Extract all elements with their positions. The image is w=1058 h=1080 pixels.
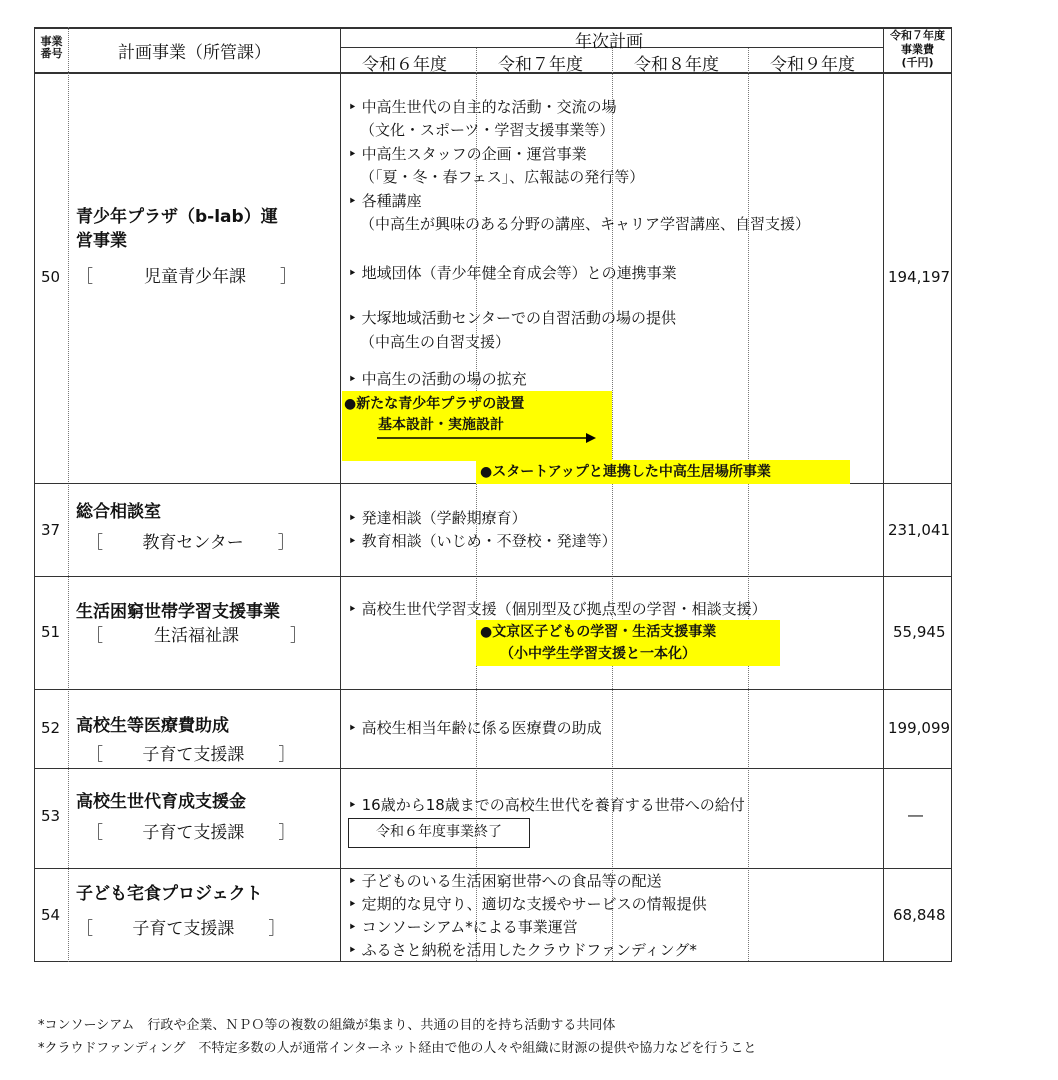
project-name: 高校生等医療費助成 [76,716,229,736]
project-name: 総合相談室 [76,502,161,522]
project-cost: 199,099 [888,719,951,737]
highlight-new-plaza-title: ●新たな青少年プラザの設置 [344,396,525,412]
row-no: 51 [41,623,61,641]
row-separator [34,576,952,577]
schedule-arrow [376,432,598,444]
table-left-border [34,27,35,962]
header-year-r7: 令和７年度 [498,55,583,75]
plan-item-detail: （文化・スポーツ・学習支援事業等） [360,121,615,139]
plan-item: ‣ コンソーシアム*による事業運営 [348,918,578,936]
plan-item: ‣ 高校生相当年齢に係る医療費の助成 [348,719,602,737]
header-year-r9: 令和９年度 [770,55,855,75]
project-dept: ［ 子育て支援課 ］ [76,919,286,939]
project-name: 生活困窮世帯学習支援事業 [76,602,280,622]
col-divider-plan [340,27,341,962]
project-name-cont: 営事業 [76,231,127,251]
header-cost-label-1: 令和７年度 [890,29,945,42]
project-name: 子ども宅食プロジェクト [76,884,263,904]
header-project-label: 計画事業（所管課） [118,43,271,63]
plan-item: ‣ 地域団体（青少年健全育成会等）との連携事業 [348,264,677,282]
project-dept: ［ 教育センター ］ [86,533,295,553]
project-cost: 194,197 [888,268,951,286]
row-separator [34,768,952,769]
plan-item: ‣ 子どものいる生活困窮世帯への食品等の配送 [348,872,662,890]
row-separator [34,689,952,690]
plan-item-detail: （「夏・冬・春フェス」、広報誌の発行等） [360,168,645,186]
col-divider-no [68,27,69,962]
plan-item: ‣ 中高生世代の自主的な活動・交流の場 [348,98,617,116]
row-no: 53 [41,807,61,825]
header-no-label-1: 事業 [40,35,63,48]
row-no: 37 [41,521,61,539]
header-year-r8: 令和８年度 [634,55,719,75]
project-dept: ［ 子育て支援課 ］ [86,823,296,843]
header-annual-plan-label: 年次計画 [575,32,643,52]
col-divider-cost [883,27,884,962]
plan-item: ‣ 中高生スタッフの企画・運営事業 [348,145,587,163]
header-year-r6: 令和６年度 [362,55,447,75]
highlight-new-plaza-detail: 基本設計・実施設計 [378,417,504,433]
project-cost: 68,848 [893,906,946,924]
row-separator [34,868,952,869]
project-dept: ［ 生活福祉課 ］ [86,626,307,646]
row-no: 54 [41,906,61,924]
project-cost: 55,945 [893,623,946,641]
plan-item-detail: （中高生の自習支援） [360,333,511,351]
project-dept: ［ 児童青少年課 ］ [76,267,297,287]
plan-item: ‣ 各種講座 [348,192,422,210]
row-no: 50 [41,268,61,286]
plan-item: ‣ 定期的な見守り、適切な支援やサービスの情報提供 [348,895,707,913]
plan-item: ‣ 中高生の活動の場の拡充 [348,370,527,388]
project-cost: 231,041 [888,521,951,539]
project-dept: ［ 子育て支援課 ］ [86,745,296,765]
col-divider-year9 [748,48,749,961]
plan-item: ‣ 大塚地域活動センターでの自習活動の場の提供 [348,309,677,327]
header-cost-label-2: 事業費 [901,43,934,56]
row-no: 52 [41,719,61,737]
highlight-startup-title: ●スタートアップと連携した中高生居場所事業 [480,464,771,480]
highlight-bunkyo-support-title: ●文京区子どもの学習・生活支援事業 [480,624,717,640]
highlight-bunkyo-support-detail: （小中学生学習支援と一本化） [500,646,696,662]
plan-item: ‣ 発達相談（学齢期療育） [348,509,527,527]
program-ended-box: 令和６年度事業終了 [348,818,530,848]
plan-item: ‣ 教育相談（いじめ・不登校・発達等） [348,532,617,550]
header-no-label-2: 番号 [40,47,63,60]
header-cost-label-3: (千円) [901,56,934,69]
table-top-border [34,27,952,29]
plan-item-detail: （中高生が興味のある分野の講座、キャリア学習講座、自習支援） [360,215,811,233]
plan-item: ‣ ふるさと納税を活用したクラウドファンディング* [348,941,697,959]
footnote-consortium: *コンソーシアム 行政や企業、ＮＰＯ等の複数の組織が集まり、共通の目的を持ち活動する共同体 [38,1018,616,1033]
table-right-border [951,27,952,962]
footnote-crowdfunding: *クラウドファンディング 不特定多数の人が通常インターネット経由で他の人々や組織に財源の提供や協力などを行うこと [38,1041,757,1056]
plan-item: ‣ 高校生世代学習支援（個別型及び拠点型の学習・相談支援） [348,600,767,618]
project-name: 青少年プラザ（b-lab）運 [76,207,278,227]
project-name: 高校生世代育成支援金 [76,792,246,812]
plan-item: ‣ 16歳から18歳までの高校生世代を養育する世帯への給付 [348,796,745,814]
project-cost: ― [908,806,923,824]
